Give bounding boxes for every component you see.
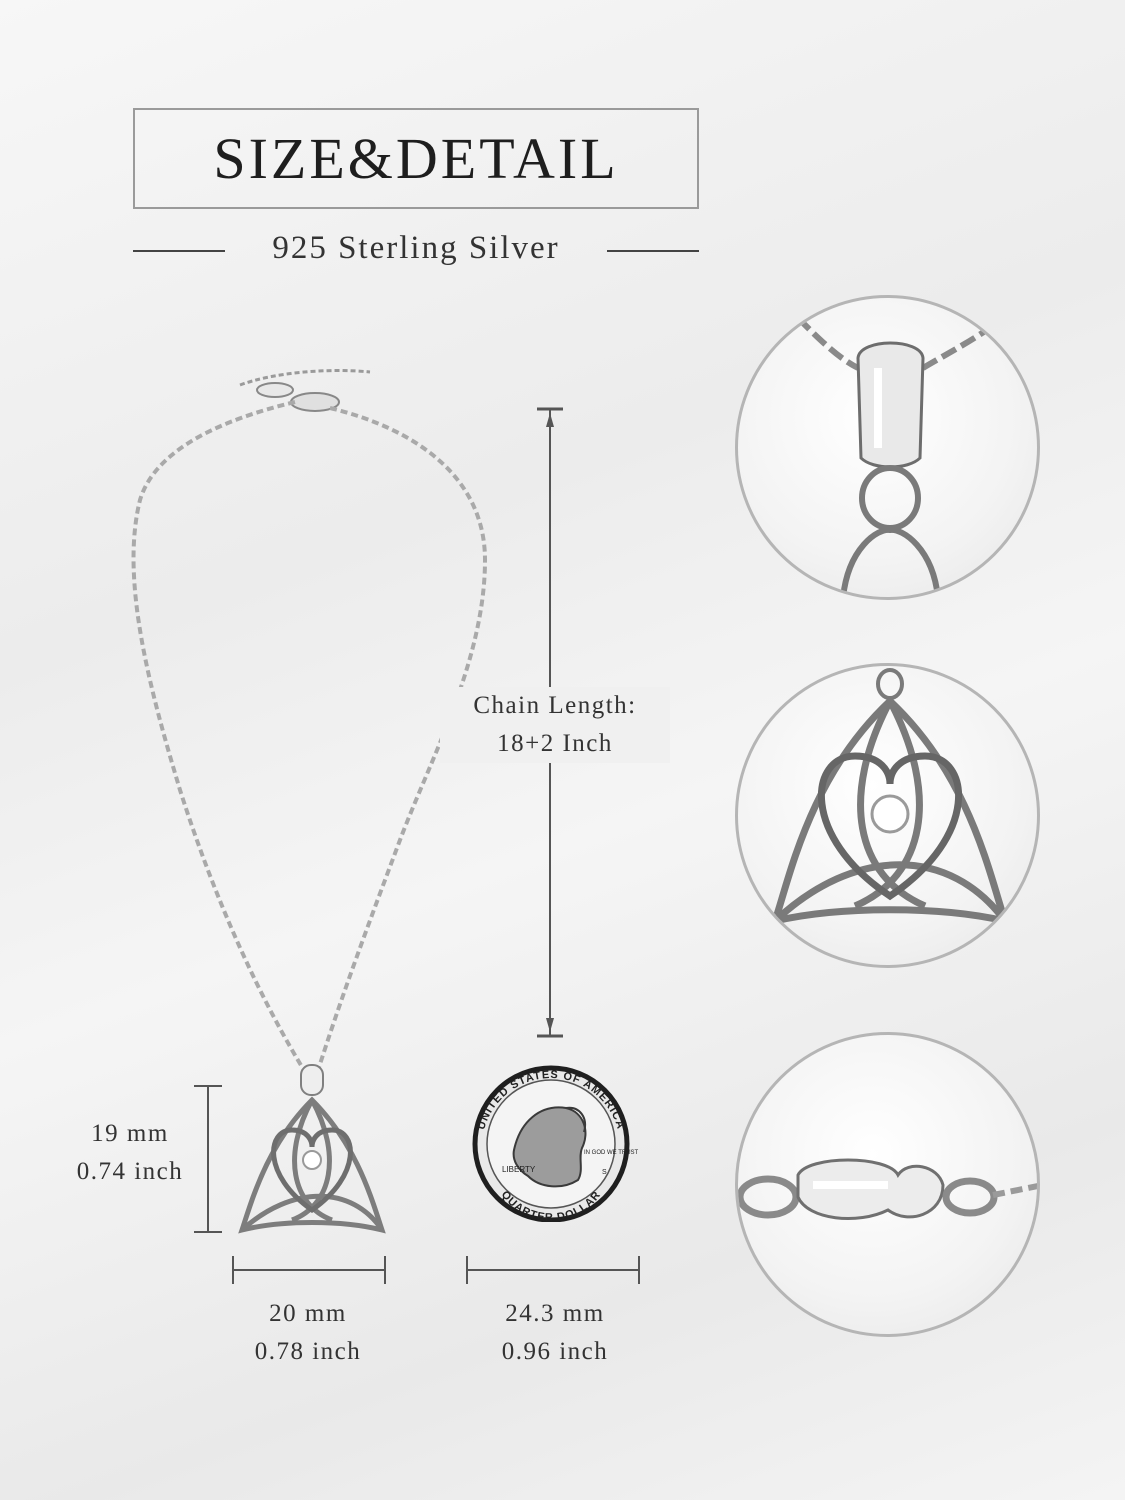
detail-circle-clasp	[735, 1032, 1040, 1337]
coin-liberty-text: LIBERTY	[502, 1165, 536, 1174]
chain-length-label	[440, 687, 670, 763]
coin-text	[462, 1062, 640, 1222]
pendant-width-dimension	[230, 1250, 388, 1290]
chain-length-value: 18+2 Inch	[497, 730, 613, 757]
quarter-coin	[462, 1062, 640, 1222]
svg-text:UNITED STATES OF AMERICA	[475, 1069, 626, 1131]
pendant-closeup-image	[738, 666, 1040, 968]
coin-mint-mark: S	[602, 1169, 607, 1176]
pendant-width-mm: 20 mm	[269, 1300, 347, 1327]
page-title: SIZE&DETAIL	[213, 126, 619, 191]
chain-length-title: Chain Length:	[473, 692, 637, 719]
detail-circle-pendant	[735, 663, 1040, 968]
coin-motto-text: IN GOD WE TRUST	[584, 1150, 639, 1156]
svg-text:QUARTER DOLLAR	[499, 1189, 604, 1222]
coin-top-text: UNITED STATES OF AMERICA	[475, 1068, 627, 1132]
pendant-height-inch: 0.74 inch	[76, 1158, 184, 1185]
coin-width-label	[465, 1295, 645, 1371]
coin-width-mm: 24.3 mm	[505, 1300, 605, 1327]
pendant-height-label	[55, 1115, 205, 1191]
coin-width-inch: 0.96 inch	[501, 1338, 609, 1365]
subtitle-row	[133, 228, 699, 274]
material-subtitle: 925 Sterling Silver	[272, 230, 560, 266]
coin-width-dimension	[464, 1250, 642, 1290]
pendant-width-inch: 0.78 inch	[254, 1338, 362, 1365]
pendant-width-label	[223, 1295, 393, 1371]
subtitle-right-rule	[607, 250, 699, 252]
clasp-closeup-image	[738, 1035, 1040, 1337]
detail-circle-bail	[735, 295, 1040, 600]
title-box	[133, 108, 699, 209]
coin-bottom-text: QUARTER DOLLAR	[498, 1188, 604, 1222]
pendant-height-mm: 19 mm	[91, 1120, 169, 1147]
bail-closeup-image	[738, 298, 1040, 600]
